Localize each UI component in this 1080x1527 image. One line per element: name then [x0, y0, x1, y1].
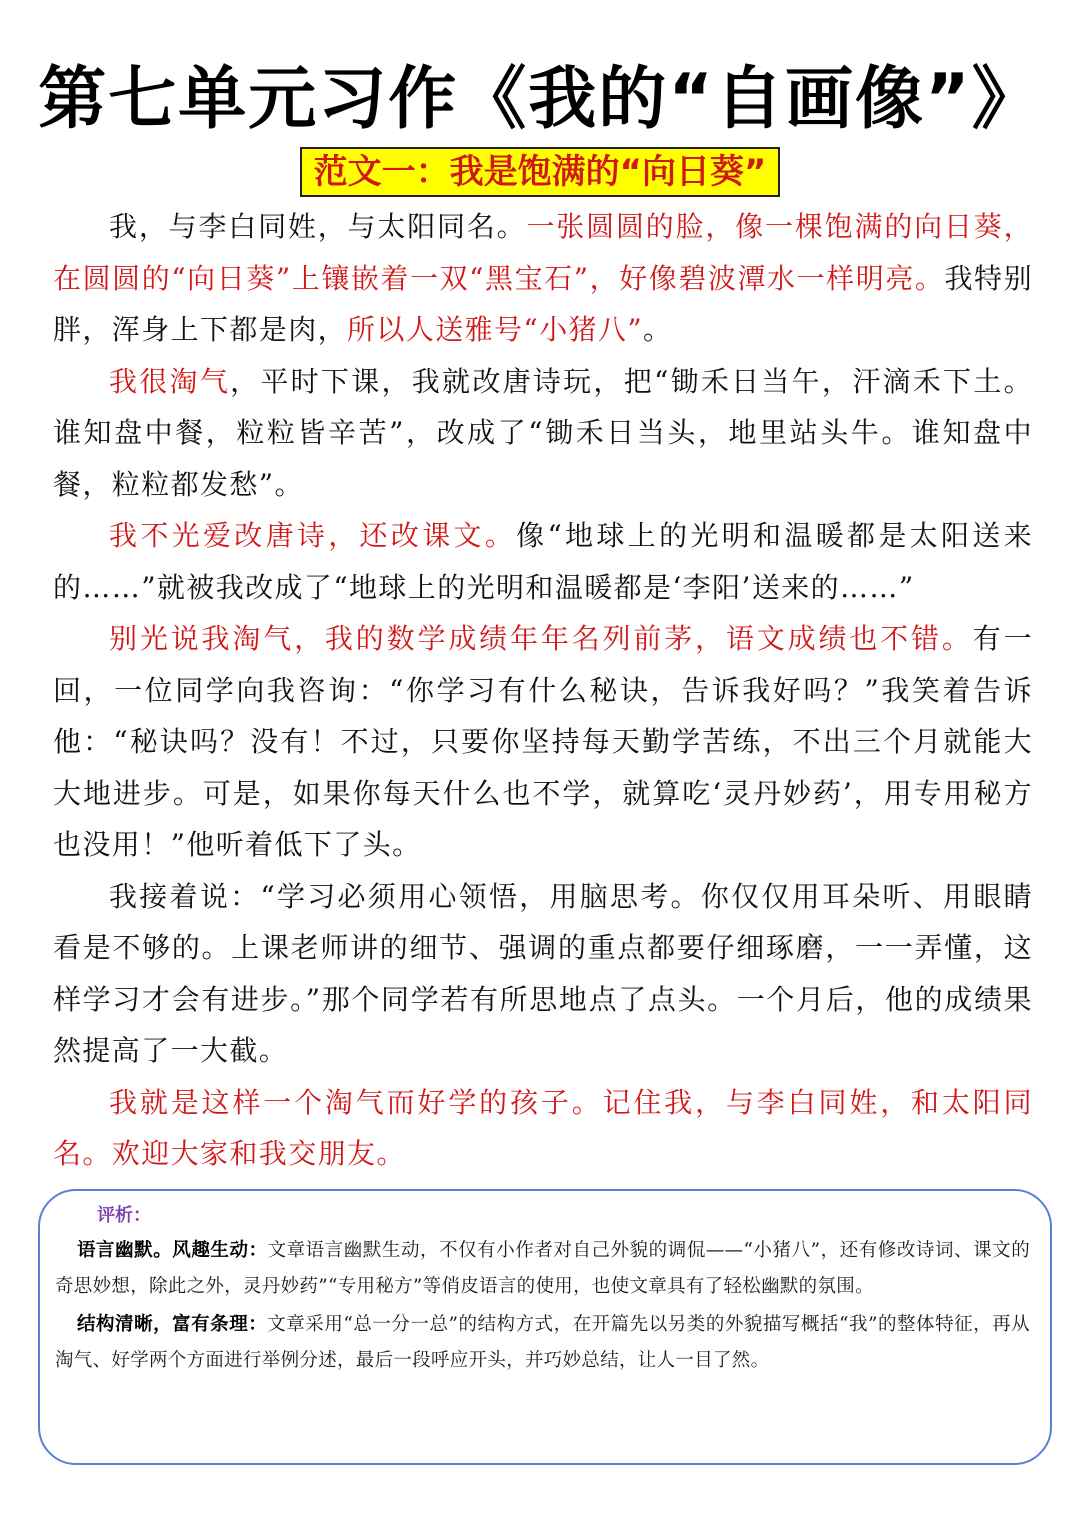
highlighted-text-segment: 一张圆圆的脸，像一棵饱满的向日葵，在圆圆的“向日葵”上镶嵌着一双“黑宝石”，好像碧波潭水一样明亮。	[53, 210, 1033, 295]
review-point-label: 结构清晰，富有条理：	[77, 1314, 268, 1335]
review-point	[55, 1233, 1030, 1305]
subtitle-container	[0, 147, 1080, 197]
highlighted-text-segment: 别光说我淘气，我的数学成绩年年名列前茅，语文成绩也不错。	[109, 622, 973, 655]
text-segment: 。	[643, 313, 673, 346]
text-segment: 我，与李白同姓，与太阳同名。	[109, 210, 527, 243]
essay-paragraph	[53, 510, 1033, 613]
review-heading: 评析：	[97, 1205, 151, 1226]
text-segment: ，平时下课，我就改唐诗玩，把“锄禾日当午，汗滴禾下土。谁知盘中餐，粒粒皆辛苦”，改成了“锄禾日当头，地里站头牛。谁知盘中餐，粒粒都发愁”。	[53, 364, 1033, 501]
highlighted-text-segment: 我就是这样一个淘气而好学的孩子。记住我，与李白同姓，和太阳同名。欢迎大家和我交朋友。	[53, 1085, 1033, 1170]
essay-subtitle: 范文一：我是饱满的“向日葵”	[300, 147, 781, 197]
page-title: 第七单元习作《我的“自画像”》	[38, 60, 1042, 139]
highlighted-text-segment: 我不光爱改唐诗，还改课文。	[109, 519, 517, 552]
text-segment: 像“地球上的光明和温暖都是太阳送来的……”就被我改成了“地球上的光明和温暖都是‘李阳’送来的……”	[53, 519, 1034, 604]
essay-paragraph	[53, 871, 1033, 1077]
highlighted-text-segment: 我很淘气	[109, 364, 231, 398]
review-box	[38, 1189, 1052, 1465]
essay-paragraph	[53, 356, 1033, 511]
text-segment: 我接着说：“学习必须用心领悟，用脑思考。你仅仅用耳朵听、用眼睛看是不够的。上课老师讲的细节、强调的重点都要仔细琢磨，一一弄懂，这样学习才会有进步。”那个同学若有所思地点了点头。一个月后，他的成绩果然提高了一大截。	[53, 879, 1033, 1067]
review-point-text: 文章语言幽默生动，不仅有小作者对自己外貌的调侃——“小猪八”，还有修改诗词、课文的奇思妙想，除此之外，灵丹妙药”“专用秘方”等俏皮语言的使用，也使文章具有了轻松幽默的氛围。	[55, 1240, 1030, 1297]
text-segment: 我特别胖，浑身上下都是肉，	[53, 261, 1034, 346]
text-segment: 有一回，一位同学向我咨询：“你学习有什么秘诀，告诉我好吗？”我笑着告诉他：“秘诀吗？没有！不过，只要你坚持每天勤学苦练，不出三个月就能大大地进步。可是，如果你每天什么也不学，就算吃‘灵丹妙药’，用专用秘方也没用！”他听着低下了头。	[53, 622, 1033, 861]
review-point-label: 语言幽默。风趣生动：	[77, 1240, 268, 1261]
essay-paragraph	[53, 201, 1033, 356]
essay-paragraph	[53, 1077, 1033, 1180]
review-point-text: 文章采用“总一分一总”的结构方式，在开篇先以另类的外貌描写概括“我”的整体特征，再从淘气、好学两个方面进行举例分述，最后一段呼应开头，并巧妙总结，让人一目了然。	[55, 1314, 1030, 1371]
essay-body	[53, 201, 1033, 1180]
essay-paragraph	[53, 613, 1033, 871]
highlighted-text-segment: 所以人送雅号“小猪八”	[347, 313, 644, 346]
review-point	[55, 1307, 1030, 1379]
